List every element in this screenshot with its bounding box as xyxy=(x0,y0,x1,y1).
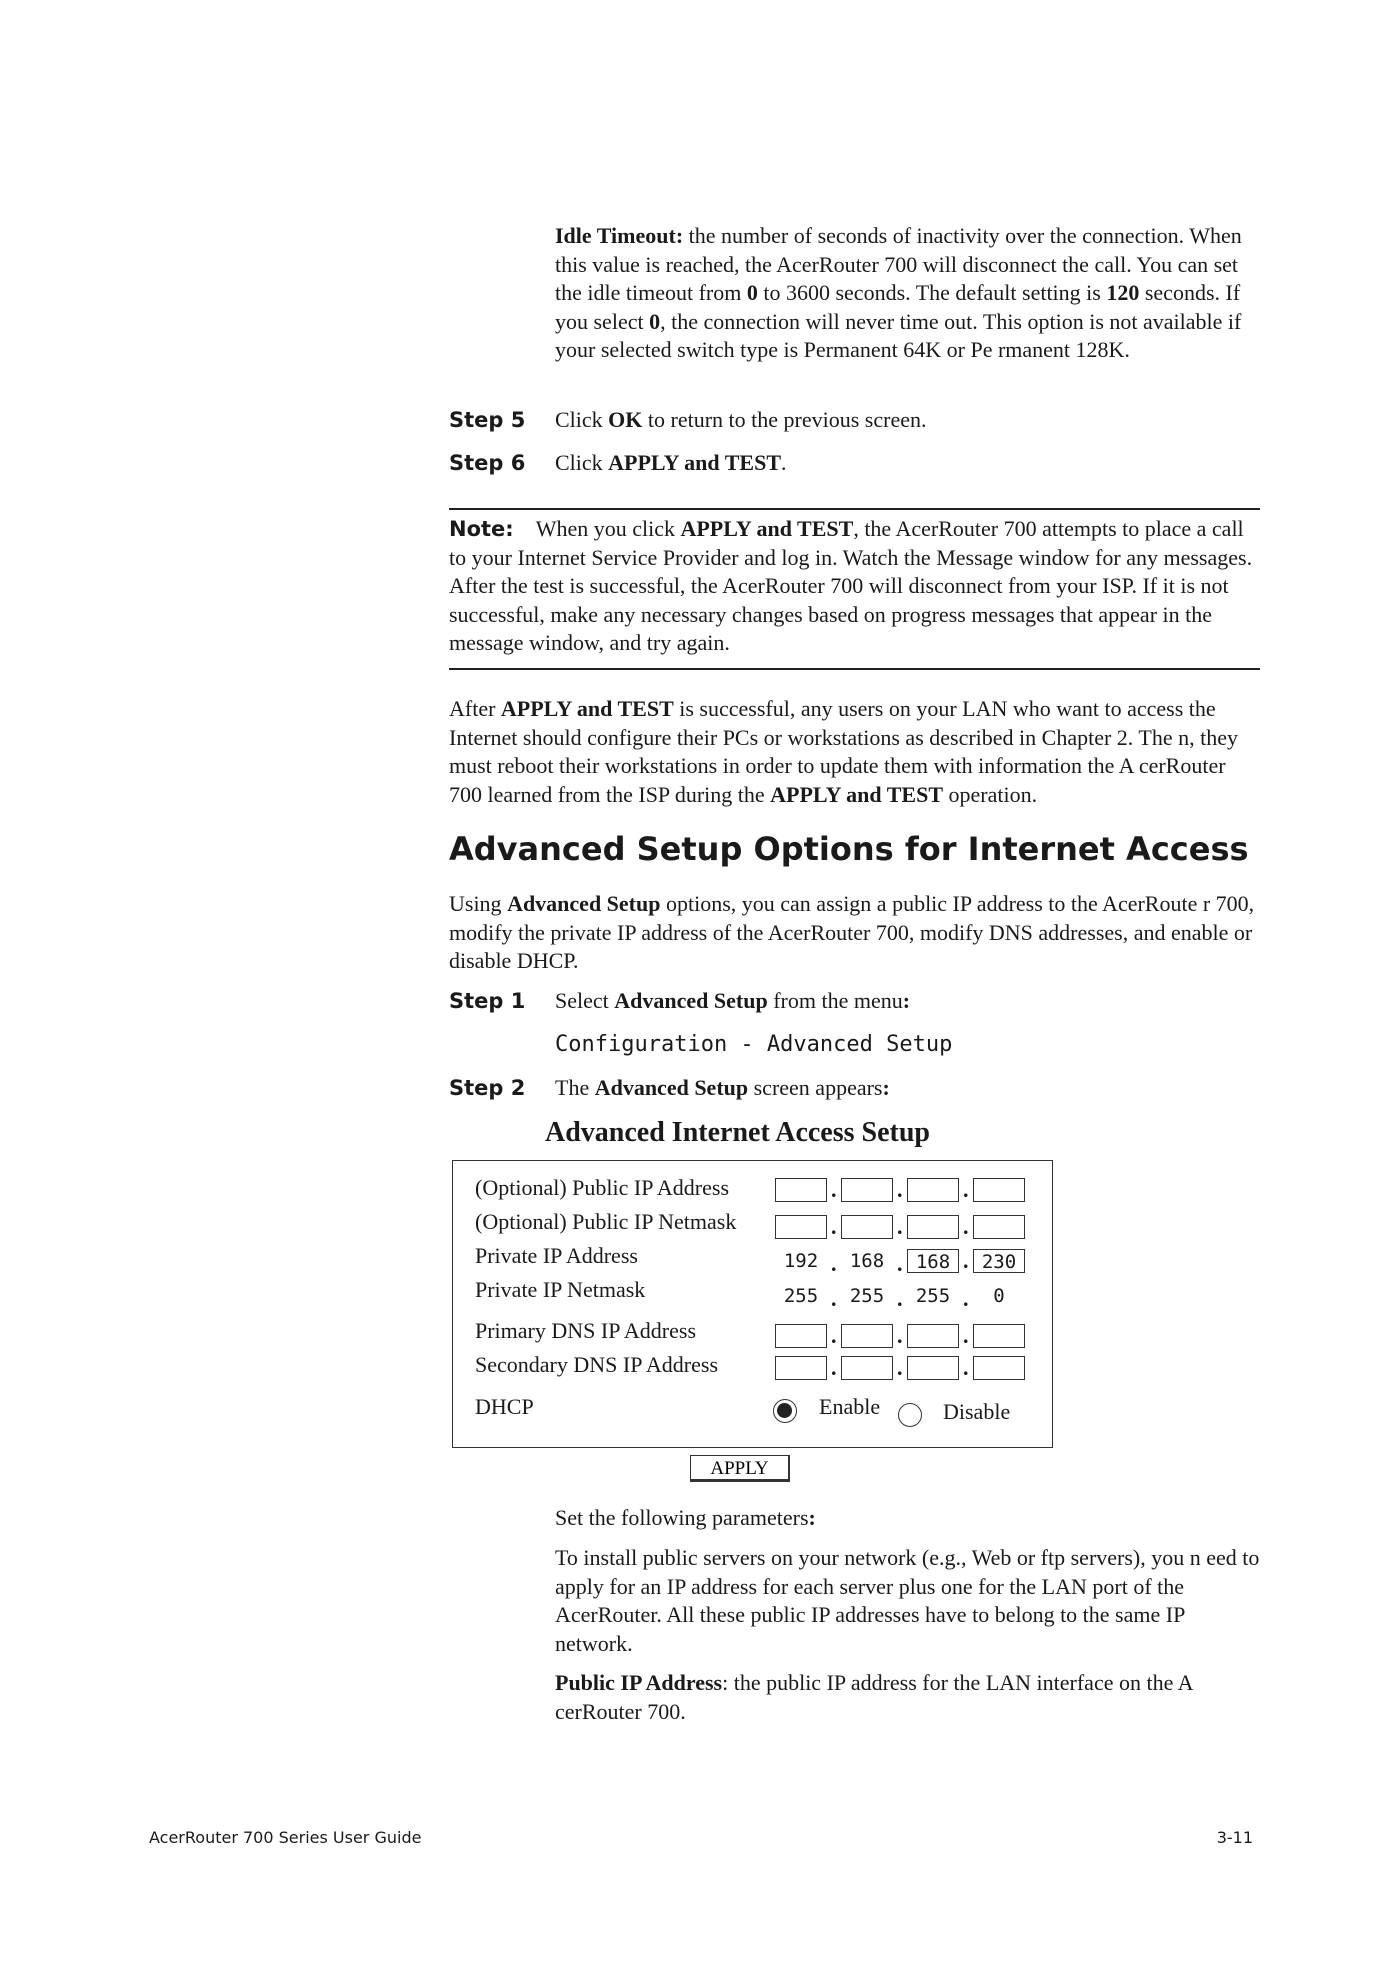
text-run: , the connection will never time out. This option is not available if your selected switch type is Permanent 64K or Pe rmanent 128K. xyxy=(555,308,1242,362)
note-paragraph xyxy=(449,515,1260,658)
form-title: Advanced Internet Access Setup xyxy=(545,1117,930,1148)
dot: . xyxy=(831,1177,837,1202)
step-1-text xyxy=(555,988,910,1014)
set-params-text xyxy=(555,1505,816,1531)
dot: . xyxy=(897,1214,903,1239)
dot: . xyxy=(963,1286,969,1311)
text-run: from the menu xyxy=(767,988,903,1013)
public-ip-octet-4[interactable] xyxy=(973,1178,1025,1202)
text-run: Select xyxy=(555,988,615,1013)
note-label: Note: xyxy=(449,517,514,541)
private-ip-octet-3[interactable]: 168 xyxy=(907,1249,959,1273)
dhcp-label: DHCP xyxy=(475,1394,534,1419)
bold-run: OK xyxy=(608,407,643,432)
bold-run: : xyxy=(902,988,911,1013)
primary-dns-octet-3[interactable] xyxy=(907,1324,959,1348)
public-ip-term: Public IP Address xyxy=(555,1670,723,1695)
step-1-label: Step 1 xyxy=(449,989,526,1013)
public-ip-label: (Optional) Public IP Address xyxy=(475,1175,729,1200)
private-ip-octet-1: 192 xyxy=(783,1250,819,1272)
text-run: When you click xyxy=(535,516,681,541)
dot: . xyxy=(963,1323,969,1348)
private-netmask-octet-1: 255 xyxy=(783,1285,819,1307)
bold-run: : xyxy=(882,1075,890,1100)
bold-run: Advanced Setup xyxy=(594,1075,749,1100)
bold-run: APPLY and TEST xyxy=(680,516,854,541)
menu-path: Configuration - Advanced Setup xyxy=(555,1032,953,1057)
idle-timeout-term: Idle Timeout: xyxy=(555,223,684,248)
note-bottom-rule xyxy=(449,668,1260,670)
secondary-dns-label: Secondary DNS IP Address xyxy=(475,1352,718,1377)
text-run: seconds. If you select xyxy=(555,280,1241,334)
idle-timeout-paragraph xyxy=(555,222,1260,365)
text-run: , the AcerRouter 700 attempts to place a call to your Internet Service Provider and log in. Watch the Message window for any messages. After the test is successful, the AcerRouter 700 will disconnect from your ISP. If it is not successful, make any necessary changes based on progress messages that appear in the message window, and try again. xyxy=(449,516,1253,655)
dot: . xyxy=(897,1286,903,1311)
text-run: options, you can assign a public IP address to the AcerRoute r 700, modify the private IP address of the AcerRouter 700, modify DNS addresses, and enable or disable DHCP. xyxy=(449,891,1255,973)
text-run: is successful, any users on your LAN who want to access the Internet should configure their PCs or workstations as described in Chapter 2. The n, they must reboot their workstations in order to update them with information the A cerRouter 700 learned from the ISP during the xyxy=(449,696,1238,807)
dot: . xyxy=(897,1251,903,1276)
dot: . xyxy=(831,1286,837,1311)
text-run: the number of seconds of inactivity over the connection. When this value is reached, the AcerRouter 700 will disconnect the call. You can set the idle timeout from xyxy=(555,223,1242,305)
primary-dns-octet-2[interactable] xyxy=(841,1324,893,1348)
public-netmask-octet-4[interactable] xyxy=(973,1215,1025,1239)
dot: . xyxy=(831,1251,837,1276)
apply-button[interactable]: APPLY xyxy=(690,1455,790,1482)
advanced-setup-form xyxy=(452,1160,1053,1448)
text-run: Click xyxy=(555,407,609,432)
public-ip-description xyxy=(555,1669,1260,1726)
private-ip-octet-4[interactable]: 230 xyxy=(973,1249,1025,1273)
bold-run: APPLY and TEST xyxy=(608,450,781,475)
text-run: Using xyxy=(449,891,508,916)
secondary-dns-octet-1[interactable] xyxy=(775,1356,827,1380)
step-6-label: Step 6 xyxy=(449,451,526,475)
private-netmask-label: Private IP Netmask xyxy=(475,1277,646,1302)
text-run: . xyxy=(781,450,787,475)
text-run: Click xyxy=(555,450,609,475)
text-run: : the public IP address for the LAN interface on the A cerRouter 700. xyxy=(555,1670,1193,1724)
bold-run: APPLY and TEST xyxy=(770,781,943,807)
bold-run: Advanced Setup xyxy=(507,891,661,916)
public-netmask-octet-3[interactable] xyxy=(907,1215,959,1239)
dhcp-disable-label: Disable xyxy=(943,1399,1011,1424)
public-netmask-octet-2[interactable] xyxy=(841,1215,893,1239)
bold-run: : xyxy=(808,1505,816,1530)
text-run: After xyxy=(449,696,501,721)
dhcp-disable-radio[interactable] xyxy=(898,1403,922,1427)
text-run: operation. xyxy=(943,781,1038,807)
secondary-dns-octet-2[interactable] xyxy=(841,1356,893,1380)
dot: . xyxy=(963,1355,969,1380)
dhcp-enable-label: Enable xyxy=(819,1394,881,1419)
note-top-rule xyxy=(449,508,1260,510)
bold-run: Advanced Setup xyxy=(614,988,768,1013)
dot: . xyxy=(831,1355,837,1380)
secondary-dns-octet-4[interactable] xyxy=(973,1356,1025,1380)
dot: . xyxy=(897,1323,903,1348)
secondary-dns-octet-3[interactable] xyxy=(907,1356,959,1380)
dot: . xyxy=(963,1248,969,1273)
private-netmask-octet-2: 255 xyxy=(849,1285,885,1307)
dot: . xyxy=(963,1177,969,1202)
dhcp-enable-radio[interactable] xyxy=(773,1399,797,1423)
public-ip-octet-3[interactable] xyxy=(907,1178,959,1202)
primary-dns-octet-1[interactable] xyxy=(775,1324,827,1348)
public-netmask-octet-1[interactable] xyxy=(775,1215,827,1239)
primary-dns-label: Primary DNS IP Address xyxy=(475,1318,697,1343)
private-ip-octet-2: 168 xyxy=(849,1250,885,1272)
public-ip-octet-1[interactable] xyxy=(775,1178,827,1202)
dot: . xyxy=(831,1214,837,1239)
after-paragraph xyxy=(449,695,1260,809)
bold-run: 0 xyxy=(649,308,661,334)
dot: . xyxy=(831,1323,837,1348)
text-run: to return to the previous screen. xyxy=(642,407,927,432)
text-run: to 3600 seconds. The default setting is xyxy=(757,280,1107,305)
page-number: 3-11 xyxy=(1216,1828,1253,1847)
step-2-label: Step 2 xyxy=(449,1076,526,1100)
text-run: The xyxy=(555,1075,595,1100)
bold-run: 120 xyxy=(1106,280,1140,305)
private-ip-label: Private IP Address xyxy=(475,1243,638,1268)
footer-title: AcerRouter 700 Series User Guide xyxy=(149,1828,422,1847)
using-paragraph xyxy=(449,890,1260,976)
section-heading: Advanced Setup Options for Internet Access xyxy=(449,830,1249,868)
bold-run: 0 xyxy=(746,280,758,305)
dot: . xyxy=(897,1177,903,1202)
text-run: Set the following parameters xyxy=(555,1505,809,1530)
dot: . xyxy=(897,1355,903,1380)
private-netmask-octet-4: 0 xyxy=(993,1285,1005,1307)
public-netmask-label: (Optional) Public IP Netmask xyxy=(475,1209,737,1234)
public-ip-octet-2[interactable] xyxy=(841,1178,893,1202)
dot: . xyxy=(963,1214,969,1239)
bold-run: APPLY and TEST xyxy=(500,696,674,721)
step-5-text xyxy=(555,407,926,433)
step-5-label: Step 5 xyxy=(449,408,526,432)
step-2-text xyxy=(555,1075,890,1101)
private-netmask-octet-3: 255 xyxy=(915,1285,951,1307)
primary-dns-octet-4[interactable] xyxy=(973,1324,1025,1348)
text-run: screen appears xyxy=(748,1075,883,1100)
step-6-text xyxy=(555,450,787,476)
install-servers-paragraph: To install public servers on your network (e.g., Web or ftp servers), you n eed to apply for an IP address for each server plus one for the LAN port of the AcerRouter. All these public IP addresses have to belong to the same IP network. xyxy=(555,1545,1260,1656)
